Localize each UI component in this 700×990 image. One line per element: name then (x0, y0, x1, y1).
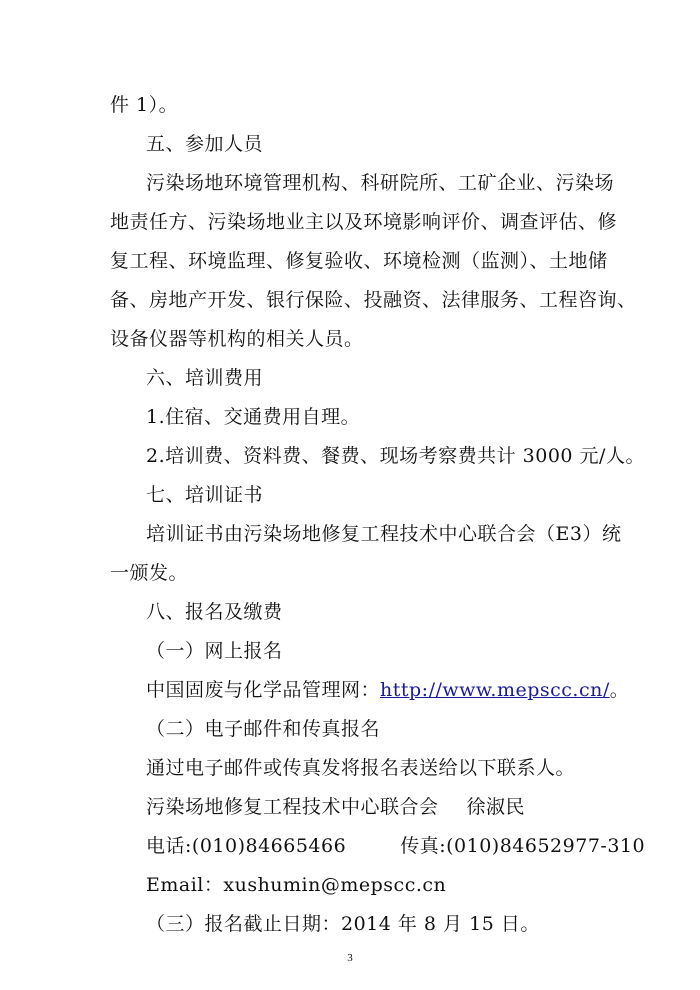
section-heading: 五、参加人员 (146, 133, 264, 155)
text-line: 污染场地环境管理机构、科研院所、工矿企业、污染场 (146, 172, 615, 194)
contact-line (146, 794, 525, 820)
text-line: 复工程、环境监理、修复验收、环境检测（监测）、土地储 (110, 250, 608, 272)
text-line: 培训证书由污染场地修复工程技术中心联合会（E3）统 (146, 523, 622, 545)
phone-number: 电话:(010)84665466 (146, 835, 347, 857)
deadline-line: （三）报名截止日期：2014 年 8 月 15 日。 (146, 913, 540, 935)
contact-name: 徐淑民 (466, 796, 526, 818)
section-heading: 七、培训证书 (146, 484, 264, 506)
text-line (146, 677, 629, 703)
text-line: 1.住宿、交通费用自理。 (146, 406, 361, 428)
fax-number: 传真:(010)84652977-310 (400, 835, 646, 857)
email-line: Email：xushumin@mepscc.cn (146, 874, 447, 896)
subsection-heading: （一）网上报名 (146, 640, 283, 662)
subsection-heading: （二）电子邮件和传真报名 (146, 718, 381, 740)
section-heading: 六、培训费用 (146, 367, 264, 389)
page-number: 3 (347, 952, 353, 964)
text-line: 通过电子邮件或传真发将报名表送给以下联系人。 (146, 757, 576, 779)
phone-line (146, 833, 645, 859)
period: 。 (609, 679, 630, 701)
website-label: 中国固废与化学品管理网： (146, 679, 381, 701)
text-line: 备、房地产开发、银行保险、投融资、法律服务、工程咨询、 (110, 289, 637, 311)
contact-organization: 污染场地修复工程技术中心联合会 (146, 796, 439, 818)
text-line: 设备仪器等机构的相关人员。 (110, 328, 364, 350)
text-line: 2.培训费、资料费、餐费、现场考察费共计 3000 元/人。 (146, 445, 645, 467)
website-link[interactable]: http://www.mepscc.cn/ (380, 679, 610, 701)
text-line: 地责任方、污染场地业主以及环境影响评价、调查评估、修 (110, 211, 618, 233)
text-line: 件 1）。 (110, 94, 179, 116)
section-heading: 八、报名及缴费 (146, 601, 283, 623)
text-line: 一颁发。 (110, 562, 189, 584)
